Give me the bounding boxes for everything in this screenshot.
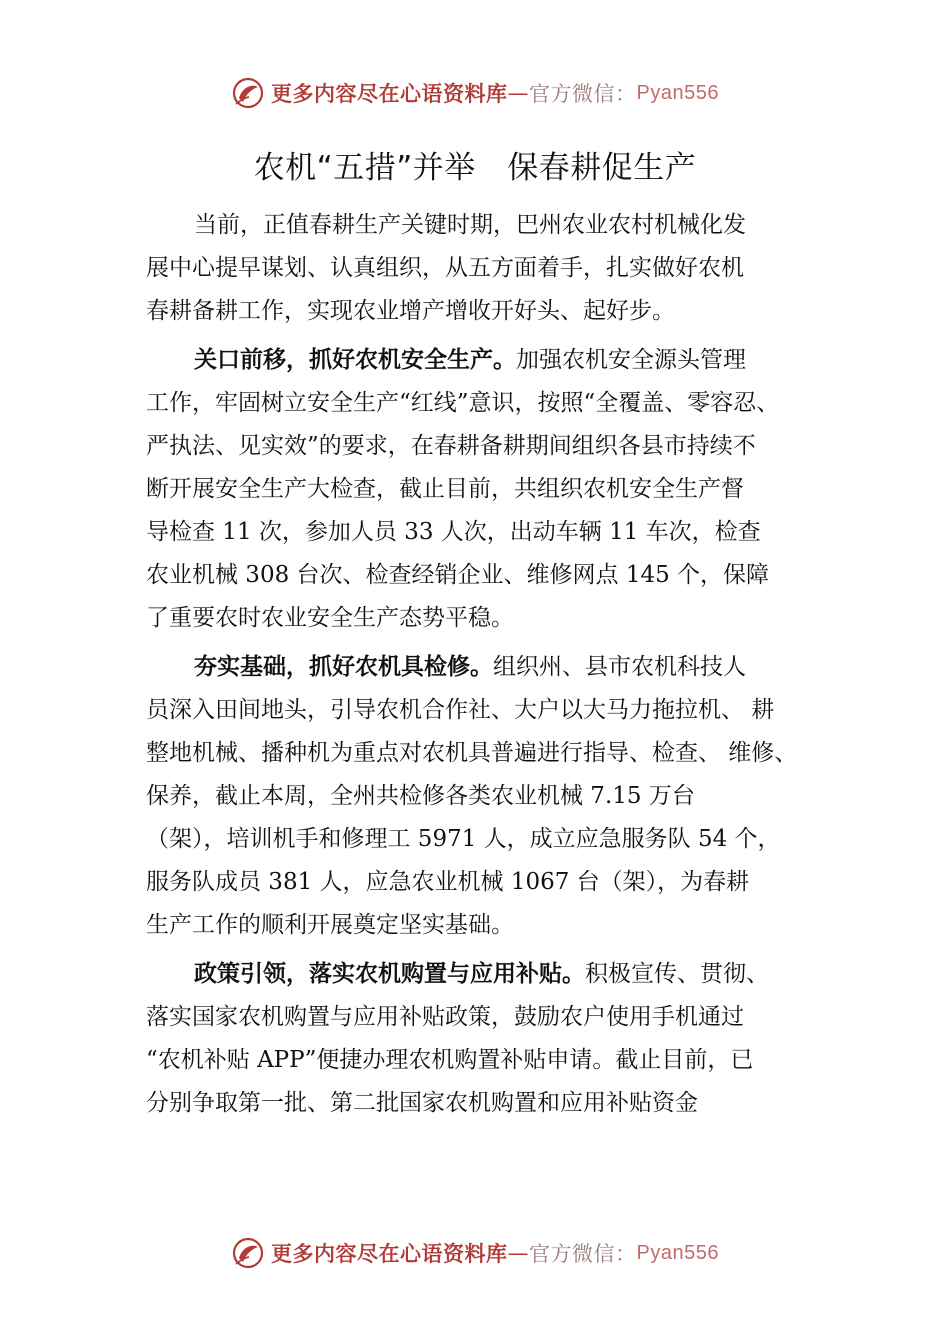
text-line: 生产工作的顺利开展奠定坚实基础。 — [146, 912, 514, 938]
text-line: 关口前移，抓好农机安全生产。加强农机安全源头管理 — [194, 347, 746, 373]
watermark-dash: — — [507, 1241, 530, 1265]
text-line: 分别争取第一批、第二批国家农机购置和应用补贴资金 — [146, 1090, 698, 1116]
text-line: （架），培训机手和修理工 5971 人，成立应急服务队 54 个， — [146, 826, 781, 852]
text-line: 保养，截止本周，全州共检修各类农业机械 7.15 万台 — [146, 783, 695, 809]
paragraph-maintenance — [146, 646, 846, 947]
watermark-wechat-id: Pyan556 — [636, 81, 719, 104]
text-line: 工作，牢固树立安全生产“红线”意识，按照“全覆盖、零容忍、 — [146, 390, 780, 416]
text-line: “农机补贴 APP”便捷办理农机购置补贴申请。截止目前，已 — [146, 1047, 754, 1073]
text-line: 春耕备耕工作，实现农业增产增收开好头、起好步。 — [146, 298, 675, 324]
text-line: 严执法、见实效”的要求，在春耕备耕期间组织各县市持续不 — [146, 433, 756, 459]
text-line: 服务队成员 381 人，应急农业机械 1067 台（架），为春耕 — [146, 869, 750, 895]
paragraph-heading: 关口前移，抓好农机安全生产。 — [194, 347, 516, 373]
brand-logo-icon — [231, 1236, 265, 1270]
watermark-wechat-id: Pyan556 — [636, 1241, 719, 1264]
footer-watermark — [0, 1236, 950, 1270]
text-line: 展中心提早谋划、认真组织，从五方面着手，扎实做好农机 — [146, 255, 744, 281]
text-line: 整地机械、播种机为重点对农机具普遍进行指导、检查、 维修、 — [146, 740, 798, 766]
watermark-label: 官方微信： — [529, 1242, 637, 1266]
paragraph-heading: 政策引领，落实农机购置与应用补贴。 — [194, 961, 585, 987]
text-line: 当前，正值春耕生产关键时期，巴州农业农村机械化发 — [194, 212, 746, 238]
watermark-dash: — — [507, 81, 530, 105]
text-line: 政策引领，落实农机购置与应用补贴。积极宣传、贯彻、 — [194, 961, 769, 987]
paragraph-intro — [146, 204, 846, 333]
watermark-label: 官方微信： — [529, 82, 637, 106]
document-body — [146, 204, 846, 1131]
text-line: 员深入田间地头，引导农机合作社、大户以大马力拖拉机、 耕 — [146, 697, 775, 723]
watermark-text: 更多内容尽在心语资料库 — [271, 1241, 508, 1266]
header-watermark — [0, 76, 950, 110]
watermark-text: 更多内容尽在心语资料库 — [271, 81, 508, 106]
paragraph-safety — [146, 339, 846, 640]
document-title: 农机“五措”并举 保春耕促生产 — [253, 150, 697, 186]
text-line: 导检查 11 次，参加人员 33 人次，出动车辆 11 车次，检查 — [146, 519, 761, 545]
text-line: 断开展安全生产大检查，截止目前，共组织农机安全生产督 — [146, 476, 744, 502]
text-line: 农业机械 308 台次、检查经销企业、维修网点 145 个，保障 — [146, 562, 770, 588]
brand-logo-icon — [231, 76, 265, 110]
text-line: 夯实基础，抓好农机具检修。组织州、县市农机科技人 — [194, 654, 746, 680]
text-line: 了重要农时农业安全生产态势平稳。 — [146, 605, 514, 631]
paragraph-subsidy — [146, 953, 846, 1125]
text-line: 落实国家农机购置与应用补贴政策，鼓励农户使用手机通过 — [146, 1004, 744, 1030]
paragraph-heading: 夯实基础，抓好农机具检修。 — [194, 654, 493, 680]
